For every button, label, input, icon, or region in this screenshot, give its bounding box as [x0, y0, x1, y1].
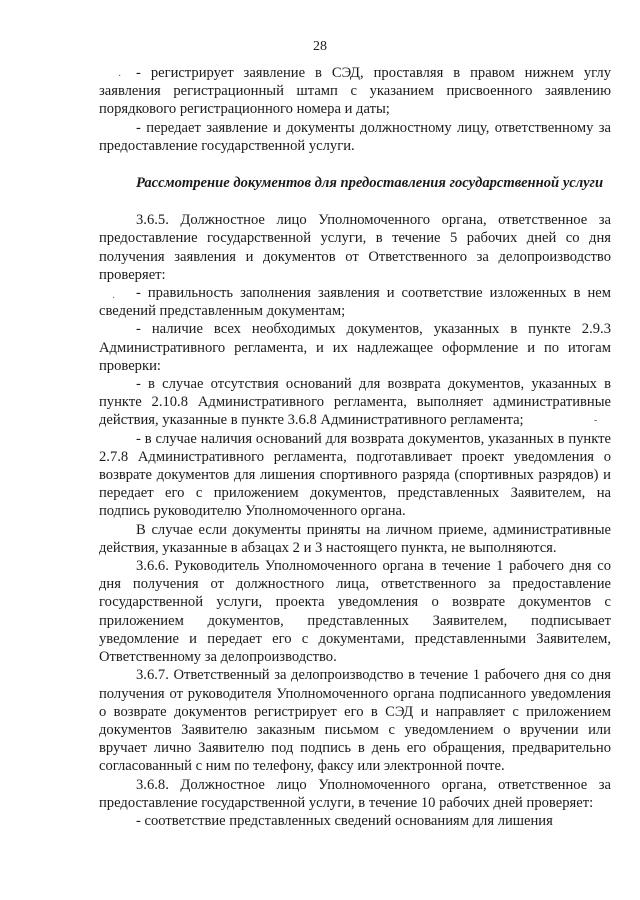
paragraph: - наличие всех необходимых документов, указанных в пункте 2.9.3 Административного регламента, и их надлежащее оформление и по итогам проверки:	[99, 321, 611, 374]
paragraph: 3.6.8. Должностное лицо Уполномоченного органа, ответственное за предоставление государственной услуги, в течение 10 рабочих дней проверяет:	[99, 776, 611, 811]
section-heading: Рассмотрение документов для предоставления государственной услуги	[136, 175, 604, 192]
paragraph: - в случае отсутствия оснований для возврата документов, указанных в пункте 2.10.8 Административного регламента, выполняет административные действия, указанные в пункте 3.6.8 Административного регламента;	[99, 376, 611, 429]
scan-dot: ·	[118, 71, 122, 82]
paragraph: - передает заявление и документы должностному лицу, ответственному за предоставление государственной услуги.	[99, 119, 611, 154]
page-number: 28	[313, 39, 327, 54]
paragraph: - правильность заполнения заявления и соответствие изложенных в нем сведений представленным документам;	[99, 285, 611, 320]
scan-dot: -	[594, 415, 598, 426]
paragraph: В случае если документы приняты на личном приеме, административные действия, указанные в абзацах 2 и 3 настоящего пункта, не выполняются.	[99, 521, 611, 556]
paragraph: 3.6.5. Должностное лицо Уполномоченного органа, ответственное за предоставление государственной услуги, в течение 5 рабочих дней со дня получения заявления и документов от Ответственного за делопроизводство проверяет:	[99, 212, 611, 283]
paragraph: 3.6.6. Руководитель Уполномоченного органа в течение 1 рабочего дня со дня получения от должностного лица, ответственного за предоставление государственной услуги, проекта уведомления о возврате документов с приложением документов, представленных Заявителем, подписывает уведомление и передает его с документами, представленными Заявителем, Ответственному за делопроизводство.	[99, 558, 611, 666]
paragraph: - регистрирует заявление в СЭД, проставляя в правом нижнем углу заявления регистрационный штамп с указанием присвоенного заявлению порядкового регистрационного номера и даты;	[99, 65, 611, 118]
scan-dot: ·	[112, 293, 116, 304]
document-body	[99, 64, 611, 830]
paragraph: - в случае наличия оснований для возврата документов, указанных в пункте 2.7.8 Административного регламента, подготавливает проект уведомления о возврате документов для лишения спортивного разряда (спортивных разрядов) и передает его с приложением документов, представленных Заявителем, на подпись руководителю Уполномоченного органа.	[99, 430, 611, 520]
paragraph: 3.6.7. Ответственный за делопроизводство в течение 1 рабочего дня со дня получения от руководителя Уполномоченного органа подписанного уведомления о возврате документов регистрирует его в СЭД и направляет с приложением документов Заявителю заказным письмом с уведомлением о вручении или вручает лично Заявителю под подпись в день его обращения, предварительно согласованный с ним по телефону, факсу или электронной почте.	[99, 667, 611, 775]
paragraph: - соответствие представленных сведений основаниям для лишения	[136, 812, 553, 829]
